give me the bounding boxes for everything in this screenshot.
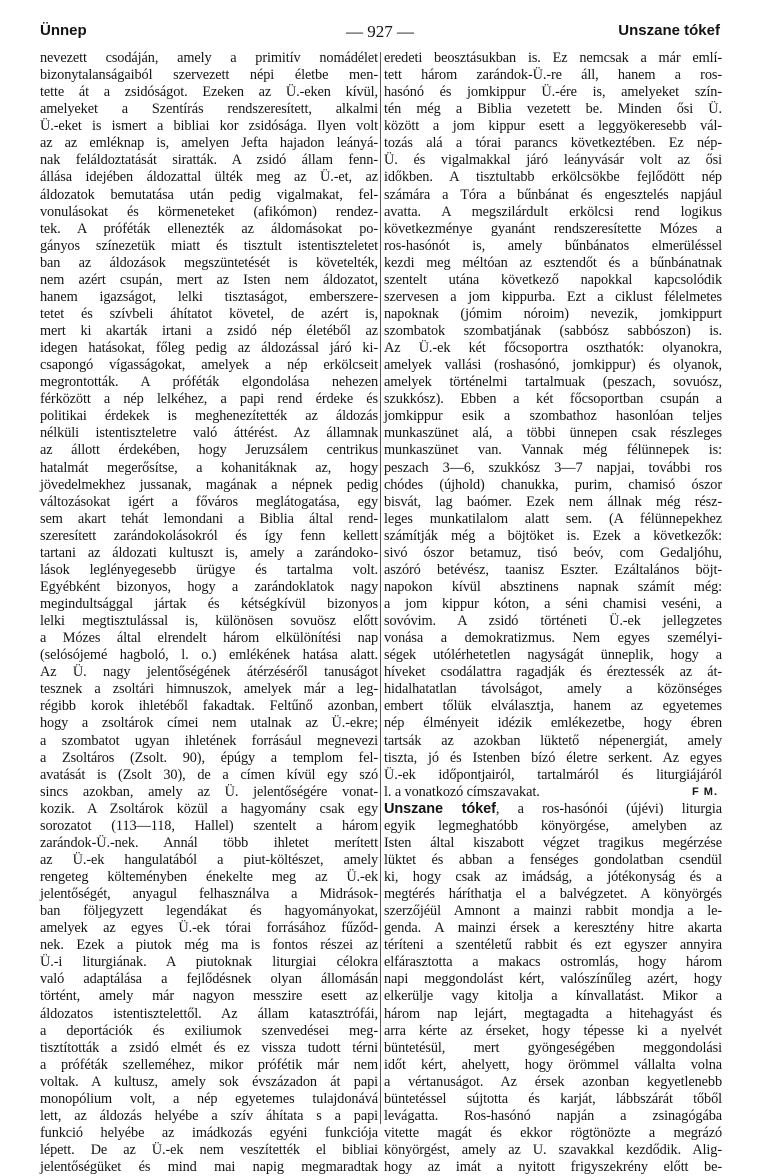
paragraph-line: mert ki akarták irtani a zsidó nép életéből az <box>40 323 378 339</box>
paragraph-line: büntetésül, mert gyöngeségében meggondolási <box>384 1039 722 1056</box>
paragraph-line: lelki megtisztulással is, különösen sovuösz előtt <box>40 613 378 630</box>
paragraph-line: az az emléknap is, amelyen Jefta hajadon leányá- <box>40 135 378 152</box>
paragraph-line: a Zsoltáros (Zsolt. 90), épúgy a templom fel- <box>40 749 378 766</box>
paragraph-line: a próféták szelleméhez, mikor prófétik már nem <box>40 1056 378 1073</box>
paragraph-line: gányos színezetük miatt és tisztult istentiszteletet <box>40 237 378 254</box>
paragraph-line: az állott érdekében, hogy Jeruzsálem centrikus <box>40 442 378 459</box>
paragraph-line: hogy a zsoltárok címei nem utalnak az Ü.-ekre; <box>40 715 378 732</box>
paragraph-line: jelentőségét, anyagul felhasználva a Midrások- <box>40 886 378 903</box>
paragraph-line: áldozatos istentisztelettől. Az állam katasztrófái, <box>40 1005 378 1022</box>
paragraph-line: tett három zarándok-Ü.-re áll, hanem a ros- <box>384 67 722 84</box>
left-column <box>40 50 378 1176</box>
paragraph-line: munkaszünet alá, a többi ünnepen csak részleges <box>384 425 722 442</box>
paragraph-line: vonulásokat és körmeneteket (afikómon) rendez- <box>40 203 378 220</box>
entry-line-text: , a ros-hasónói (újévi) liturgia <box>495 800 722 817</box>
paragraph-line: hidalhatatlan távolságot, amely a közönséges <box>384 681 722 698</box>
paragraph-line: férközött a nép lelkéhez, a papi rend érdeke és <box>40 391 378 408</box>
paragraph-line: sem akart tehát lemondani a Biblia által rend- <box>40 510 378 527</box>
paragraph-line: történt, amely már nagyon messzire esett az <box>40 988 378 1005</box>
paragraph-line: között a jom kippur esett a leggyökeresebb vál- <box>384 118 722 135</box>
paragraph-line: csapongó vígasságokat, amelyek a nép erkölcseit <box>40 357 378 374</box>
paragraph-line: embert tőlük elválasztja, hanem az egyetemes <box>384 698 722 715</box>
paragraph-line: rengeteg költeményben énekelte meg az Ü.-ek <box>40 869 378 885</box>
paragraph-line: a Mózes által elrendelt három elkülönítési nap <box>40 630 378 647</box>
paragraph-line: időt kért, ahelyett, hogy örömmel vállalta volna <box>384 1056 722 1073</box>
paragraph-line: elfárasztotta a makacs ostromlás, hogy három <box>384 954 722 971</box>
paragraph-line: amelyek történelmi tartalmuak (peszach, sovuósz, <box>384 374 722 391</box>
paragraph-line: téríteni a szentéletű rabbit és ezt egyszer annyira <box>384 937 722 954</box>
paragraph-line: idegen hatásokat, főleg pedig az áldozással járó ki- <box>40 340 378 357</box>
paragraph-line: napokon kívül absztinens napnak számít még: <box>384 578 722 595</box>
paragraph-line: szombatok szombatjának (sabbósz sabbószon) is. <box>384 323 722 339</box>
paragraph-line: munkaszünet van. Vannak még félünnepek is: <box>384 442 722 459</box>
paragraph-line: nem azért csupán, mert az Isten nem áldozatot, <box>40 271 378 288</box>
paragraph-line: arra kérte az érseket, hogy tépesse ki a nyelvét <box>384 1022 722 1039</box>
paragraph-line: régibb korok ihletéből fakadtak. Feltűnő azonban, <box>40 698 378 715</box>
paragraph-line: szeresített zarándokolásokról és így fenn kellett <box>40 527 378 544</box>
paragraph-line: jomkippur esik a szombathoz hasonlóan teljes <box>384 408 722 425</box>
paragraph-line: megtérés háríthatja el a balvégzetet. A könyörgés <box>384 886 722 903</box>
paragraph-line: hasónó és jomkippur Ü.-ére is, amelyeket szín- <box>384 84 722 101</box>
paragraph-line: megrontották. A próféták elgondolása nehezen <box>40 374 378 391</box>
paragraph-line: számítják még a böjtöket is. Ezek a következők: <box>384 527 722 544</box>
paragraph-line: ban az áldozások megszüntetését is követelték, <box>40 254 378 271</box>
paragraph-line: nélküli istentiszteletre való áttérést. Az államnak <box>40 425 378 442</box>
paragraph-line: a szombatot ugyan ihletének forrásául megnevezi <box>40 732 378 749</box>
paragraph-line: bisvát, lag baómer. Ezek nem állnak még rész- <box>384 493 722 510</box>
paragraph-line: könyörgést, amely az U. szavakkal kezdődik. Alig- <box>384 1142 722 1158</box>
running-head <box>40 22 720 44</box>
paragraph-line: Az Ü.-ek két főcsoportra oszthatók: olyanokra, <box>384 340 722 357</box>
paragraph-line: áldozatok bemutatása után pedig vigalmakat, fel- <box>40 186 378 203</box>
paragraph-line: funkció helyébe az imádkozás egyéni funkciója <box>40 1124 378 1141</box>
entry-headword: Unszane tókef <box>384 800 496 817</box>
paragraph-line: peszach 3—6, szukkósz 3—7 napjai, további ros <box>384 459 722 476</box>
paragraph-line: tozás alá a tórai parancs következtében. Ez nép- <box>384 135 722 152</box>
paragraph-line: jövedelmekhez jussanak, magának a népnek pedig <box>40 476 378 493</box>
paragraph-line: tette át a zsidóságot. Ezeken az Ü.-eken kívül, <box>40 84 378 101</box>
paragraph-line: tesznek a zsoltári himnuszok, amelyek már a leg- <box>40 681 378 698</box>
paragraph-line: avatását is (Zsolt 30), de a címen kívül egy szó <box>40 766 378 783</box>
paragraph-line: ki, hogy csak az imádság, a jótékonyság és a <box>384 869 722 885</box>
paragraph-line: tetet és szívbeli áhítatot követel, de azért is, <box>40 305 378 322</box>
paragraph-line: monopólium volt, a nép egyetemes tulajdonává <box>40 1090 378 1107</box>
paragraph-line: egyik legmeghatóbb könyörgése, amelyben az <box>384 817 722 834</box>
paragraph-line: hanem igazságot, lelki tisztaságot, emberszere- <box>40 288 378 305</box>
paragraph-line: tartani az áldozati kultuszt is, amely a zarándoko- <box>40 544 378 561</box>
paragraph-line: levágatta. Ros-hasónó napján a zsinagógába <box>384 1107 722 1124</box>
paragraph-line: jelentőségüket és mind mai napig megmaradtak <box>40 1159 378 1176</box>
paragraph-line: Az Ü. nagy jelentőségének átérzéséről tanuságot <box>40 664 378 681</box>
paragraph-line: bizonytalanságaiból szervezett népi életbe men- <box>40 67 378 84</box>
paragraph-line: avatta. A megszilárdult erkölcsi rend logikus <box>384 203 722 220</box>
paragraph-line: állása idejében áldozattal ülték meg az Ü.-et, az <box>40 169 378 186</box>
paragraph-line: aszóró betévész, taanisz Eszter. Ezáltalános böjt- <box>384 561 722 578</box>
paragraph-line: tiszta, jó és Istenben bízó életre serkent. Az egyes <box>384 749 722 766</box>
paragraph-line: vonása a demokratizmus. Nem egyes személyi- <box>384 630 722 647</box>
paragraph-line: lüktet és abban a fenséges gondolatban csendül <box>384 851 722 868</box>
signature-line <box>384 784 722 801</box>
running-head-right: Unszane tókef <box>618 22 720 39</box>
paragraph-line: amelyek vallási (roshasónó, jomkippur) és olyanok, <box>384 357 722 374</box>
right-column-text <box>384 50 722 784</box>
paragraph-line: Ü.-ek időpontjairól, tartalmáról és liturgiájáról <box>384 766 722 783</box>
paragraph-line: nép élményeit idézik emlékezetbe, hogy ébren <box>384 715 722 732</box>
paragraph-line: szerzőjéül Amnont a mainzi rabbit mondja a le- <box>384 903 722 920</box>
paragraph-line: sovóvim. A zsidó történeti Ü.-ek jellegzetes <box>384 613 722 630</box>
paragraph-line: amelyeket a Szentírás rendszeresített, alkalmi <box>40 101 378 118</box>
paragraph-line: számára a Tóra a bűnbánat és engesztelés napjául <box>384 186 722 203</box>
entry-first-line <box>384 801 722 818</box>
paragraph-line: Egyébként bizonyos, hogy a zarándoklatok nagy <box>40 578 378 595</box>
paragraph-line: szukkósz). Ebben a két főcsoportban csupán a <box>384 391 722 408</box>
running-head-left: Ünnep <box>40 22 87 39</box>
paragraph-line: napi meggondolást kért, valószínűleg azért, hogy <box>384 971 722 988</box>
paragraph-line: időkben. A tisztultabb erkölcsökbe fejlődött nép <box>384 169 722 186</box>
paragraph-line: ban följegyzett legendákat és hagyományokat, <box>40 903 378 920</box>
entry-unszane-tokef <box>384 801 722 1176</box>
paragraph-line: sivó ószor betamuz, tisó beóv, com Gedaljóhu, <box>384 544 722 561</box>
paragraph-line: három nap lejárt, megtagadta a hitehagyást és <box>384 1005 722 1022</box>
paragraph-line: sincs azokban, amely az Ü. jelentőségére vonat- <box>40 783 378 800</box>
paragraph-line: chódes (újhold) chanukka, purim, chamisó ószor <box>384 476 722 493</box>
paragraph-line: zarándok-Ü.-nek. Annál több ihletet merített <box>40 834 378 851</box>
paragraph-line: híveket csodálattra ragadják és éreztessék az át- <box>384 664 722 681</box>
paragraph-line: szentelt utána következő napokkal kapcsolódik <box>384 271 722 288</box>
paragraph-line: leges munkatilalom alatt sem. (A félünnepekhez <box>384 510 722 527</box>
paragraph-line: kezdi meg méltóan az esztendőt és a bűnbánatnak <box>384 254 722 271</box>
paragraph-line: lások leglényegesebb ürügye és tartalma volt. <box>40 561 378 578</box>
paragraph-line: szervesen a jom kippurba. Ezt a ciklust félelmetes <box>384 288 722 305</box>
paragraph-line: ségek utólérhetetlen nagyságát ünneplik, hogy a <box>384 647 722 664</box>
paragraph-line: sorozatot (113—118, Hallel) szentelt a három <box>40 817 378 834</box>
paragraph-line: tartsák az azokban lüktető népenergiát, amely <box>384 732 722 749</box>
paragraph-line: megindultsággal jártak és kétségkívül bizonyos <box>40 596 378 612</box>
paragraph-line: következménye gyanánt rendszeresítette Mózes a <box>384 220 722 237</box>
paragraph-line: amelyek az egyes Ü.-ek tórai forrásához fűződ- <box>40 920 378 937</box>
paragraph-line: lépett. De az Ü.-ek nem veszítették el bibliai <box>40 1142 378 1158</box>
paragraph-line: tén még a Biblia vezetett be. Minden ősi Ü. <box>384 101 722 118</box>
paragraph-line: ros-hasónót is, amely bűnbánatos elmerüléssel <box>384 237 722 254</box>
paragraph-line: a deportációk és exiliumok szenvedései meg- <box>40 1022 378 1039</box>
paragraph-line: napoknak (jómim nóroim) nevezik, jomkippurt <box>384 305 722 322</box>
paragraph-line: nek. Ezek a piutok még ma is fontos részei az <box>40 937 378 954</box>
paragraph-line: a jom kippur kóton, a séni chamisi veséni, a <box>384 596 722 612</box>
paragraph-line: Ü. és vigalmakkal járó leányvásár volt az ősi <box>384 152 722 169</box>
paragraph-line: lett, az áldozás helyébe a szív áhítata s a papi <box>40 1107 378 1124</box>
page-number: — 927 — <box>346 22 414 41</box>
paragraph-line: Ü.-i liturgiának. A piutoknak liturgiai célokra <box>40 954 378 971</box>
paragraph-line: vitette magát és ekkor rögtönözte a megrázó <box>384 1124 722 1141</box>
paragraph-line: nevezett csodáján, amely a primitív nomádélet <box>40 50 378 66</box>
column-divider <box>380 52 381 1124</box>
right-column <box>384 50 722 1176</box>
paragraph-line: tek. A próféták ellenezték az áldomásokat po- <box>40 220 378 237</box>
paragraph-line: Isten által kiszabott végzet tragikus megérzése <box>384 834 722 851</box>
paragraph-line: az Ü.-ek hangulatából a piut-költészet, amely <box>40 851 378 868</box>
paragraph-line: eredeti beosztásukban is. Ez nemcsak a már emlí- <box>384 50 722 66</box>
paragraph-line: genda. A mainzi érsek a keresztény hitre akarta <box>384 920 722 937</box>
paragraph-line: politikai érdekek is meghenezítették az áldozás <box>40 408 378 425</box>
paragraph-line: Ü.-eket is ismert a bibliai kor zsidósága. Ilyen volt <box>40 118 378 135</box>
paragraph-line: kozik. A Zsoltárok közül a hagyomány csak egy <box>40 800 378 817</box>
paragraph-line: elkerülje vagy kitolja a kínvallatást. Mikor a <box>384 988 722 1005</box>
paragraph-line: nak feláldoztatását siratták. A zsidó állam fenn- <box>40 152 378 169</box>
author-signature: F M. <box>692 785 718 798</box>
paragraph-line: hatalmát megerősítse, a kohanitáknak az, hogy <box>40 459 378 476</box>
paragraph-line: hogy az imát a nyitott frigyszekrény előtt be- <box>384 1159 722 1176</box>
paragraph-line: való adaptálása a fejlődésnek olyan állomásán <box>40 971 378 988</box>
paragraph-line: (selósójemé hagboló, l. o.) emlékének hatása alatt. <box>40 647 378 664</box>
paragraph-line: l. a vonatkozó címszavakat. <box>384 783 540 800</box>
paragraph-line: büntetéssel sújtotta és karját, lábbszárát tőből <box>384 1090 722 1107</box>
paragraph-line: voltak. A kultusz, amely sok évszázadon át papi <box>40 1073 378 1090</box>
paragraph-line: tisztították a zsidó elmét és ez vissza tudott térni <box>40 1039 378 1056</box>
paragraph-line: változásokat igért a főváros meglátogatása, egy <box>40 493 378 510</box>
paragraph-line: a vértanuságot. Az érsek azonban kegyetlenebb <box>384 1073 722 1090</box>
